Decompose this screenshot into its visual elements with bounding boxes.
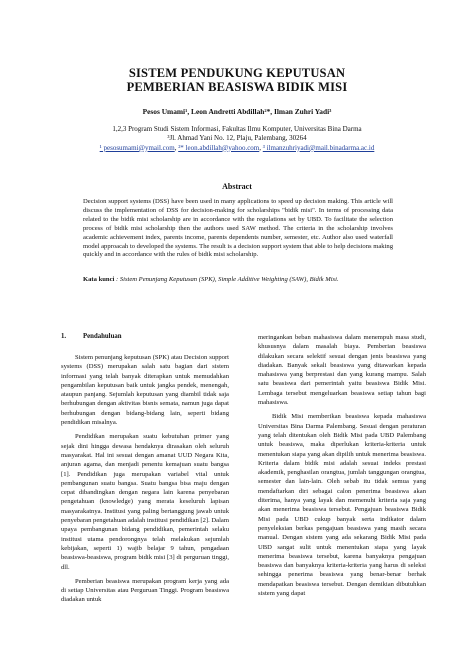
keywords-text: : Sistem Penunjang Keputusan (SPK), Simple Additive Weighting (SAW), Bidik Misi. bbox=[114, 276, 339, 283]
abstract-heading: Abstract bbox=[222, 182, 252, 191]
email-separator: , bbox=[259, 143, 263, 152]
email-link-3[interactable]: ³ ilmanzuhriyadi@mail.binadarma.ac.id bbox=[262, 143, 375, 152]
body-paragraph: Pendidikan merupakan suatu kebutuhan primer yang sejak dini hingga dewasa hendaknya dirasakan oleh seluruh masyarakat. Hal ini sesuai dengan amanat UUD Negara Kita, anjuran agama, dan menjadi penentu kemajuan suatu bangsa [1]. Pendidikan juga merupakan variabel vital untuk pembangunan suatu bangsa. Suatu bangsa bisa maju dengan cepat dibandingkan dengan negara lain karena penyebaran pengetahuan (knowledge) yang merata keseluruh lapisan masyarakatnya. Institusi yang paling bertanggung jawab untuk penyebaran pengetahuan adalah institusi pendidikan [2]. Dalam upaya pembangunan bidang pendidikan, pemerintah selaku institusi utama pendorongnya telah melakukan sejumlah kebijakan, seperti 1) wajib belajar 9 tahun, pengadaan beasiswa-beasiswa, program bidik misi [3] di perguruan tinggi, dll. bbox=[61, 433, 229, 571]
abstract-text: Decision support systems (DSS) have been used in many applications to speed up decision making. This article will discuss the implementation of DSS for decision-making for scholarships "bidik misi". In terms of processing data related to the bidik misi scholarship are in accordance with the regulations set by UBD. To facilitate the selection process of bidik misi scholarship then the authors used SAW method. The criteria in the scholarship involves academic achievement index, parents income, parents dependents number, semester, etc. Author also used waterfall model approacah to developed the systems. The result is a decision support system that able to help decisions making quickly and in accordance with the rules of bidik misi scholarship. bbox=[83, 198, 393, 259]
section-title: Pendahuluan bbox=[83, 333, 122, 340]
affiliation-block bbox=[0, 125, 474, 153]
email-line bbox=[0, 144, 474, 153]
author-list: Pesos Umami¹, Leon Andretti Abdillah²*, Ilman Zuhri Yadi³ bbox=[142, 107, 332, 116]
keywords-line bbox=[83, 276, 393, 285]
title-line-1: SISTEM PENDUKUNG KEPUTUSAN bbox=[128, 66, 346, 80]
affiliation-line-2: ³Jl. Ahmad Yani No. 12, Plaju, Palembang, 30264 bbox=[167, 134, 307, 143]
paper-title bbox=[0, 66, 474, 94]
section-heading bbox=[61, 333, 122, 340]
body-paragraph: Sistem penunjang keputusan (SPK) atau Decision support systems (DSS) merupakan salah satu bagian dari sistem informasi yang telah banyak diterapkan untuk memudahkan pengambilan keputusan baik untuk jangka pendek, menengah, ataupun panjang. Sejumlah keputusan yang diambil tidak saja berhubungan dengan aktivitas bisnis semata, namun juga dapat berhubungan dengan bidang-bidang lain, seperti bidang pendidikan misalnya. bbox=[61, 354, 229, 427]
body-paragraph: Pemberian beasiswa merupakan program kerja yang ada di setiap Universitas atau Perguruan Tinggi. Program beasiswa diadakan untuk bbox=[61, 577, 229, 604]
keywords-label: Kata kunci bbox=[83, 276, 115, 283]
right-column bbox=[258, 333, 426, 603]
left-column bbox=[61, 353, 229, 610]
affiliation-line-1: 1,2,3 Program Studi Sistem Informasi, Fakultas Ilmu Komputer, Universitas Bina Darma bbox=[112, 125, 362, 133]
email-link-1[interactable]: ¹ pesosumami@ymail.com bbox=[99, 143, 175, 152]
body-paragraph: meringankan beban mahasiswa dalam menempuh masa studi, khususnya dalam masalah biaya. Pemberian beasiswa dilakukan secara selektif sesuai dengan jenis beasiswa yang diadakan. Banyak sekali beasiswa yang ditawarkan kepada mahasiswa yang berprestasi dan yang kurang mampu. Salah satu beasiswa dari pemerintah yaitu beasiswa Bidik Misi. Lembaga tersebut mengeluarkan beasiswa setiap tahun bagi mahasiswa. bbox=[258, 334, 426, 407]
email-link-2[interactable]: ²* leon.abdillah@yahoo.com bbox=[178, 143, 260, 152]
section-number: 1. bbox=[61, 333, 67, 340]
title-line-2: PEMBERIAN BEASISWA BIDIK MISI bbox=[126, 80, 348, 94]
email-separator: , bbox=[174, 143, 179, 152]
body-paragraph: Bidik Misi memberikan beasiswa kepada mahasiswa Universitas Bina Darma Palembang. Sesuai dengan peraturan yang telah ditentukan oleh Bidik Misi pada UBD Palembang untuk beasiswa, maka diperlukan kriteria-kriteria untuk menentukan siapa yang akan dipilih untuk menerima beasiswa. Kriteria dalam bidik misi adalah sesuai indeks prestasi akademik, penghasilan orangtua, jumlah tanggungan orangtua, semester dan lain-lain. Oleh sebab itu tidak semua yang mendaftarkan diri sebagai calon penerima beasiswa akan diterima, hanya yang layak dan memenuhi kriteria saja yang akan menerima beasiswa tersebut. Pengajuan beasiswa Bidik Misi pada UBD cukup banyak serta indikator dalam penyeleksian berkas pengajuan beasiswa yang masih secara manual. Dengan sistem yang ada sekarang Bidik Misi pada UBD sangat sulit untuk menentukan siapa yang layak menerima beasiswa tersebut, karena banyaknya pengajuan beasiswa dan banyaknya kriteria-kriteria yang harus di seleksi sehingga penerima beasiswa yang benar-benar berhak mendapatkan beasiswa tersebut. Dengan demikian dibutuhkan sistem yang dapat bbox=[258, 413, 426, 598]
